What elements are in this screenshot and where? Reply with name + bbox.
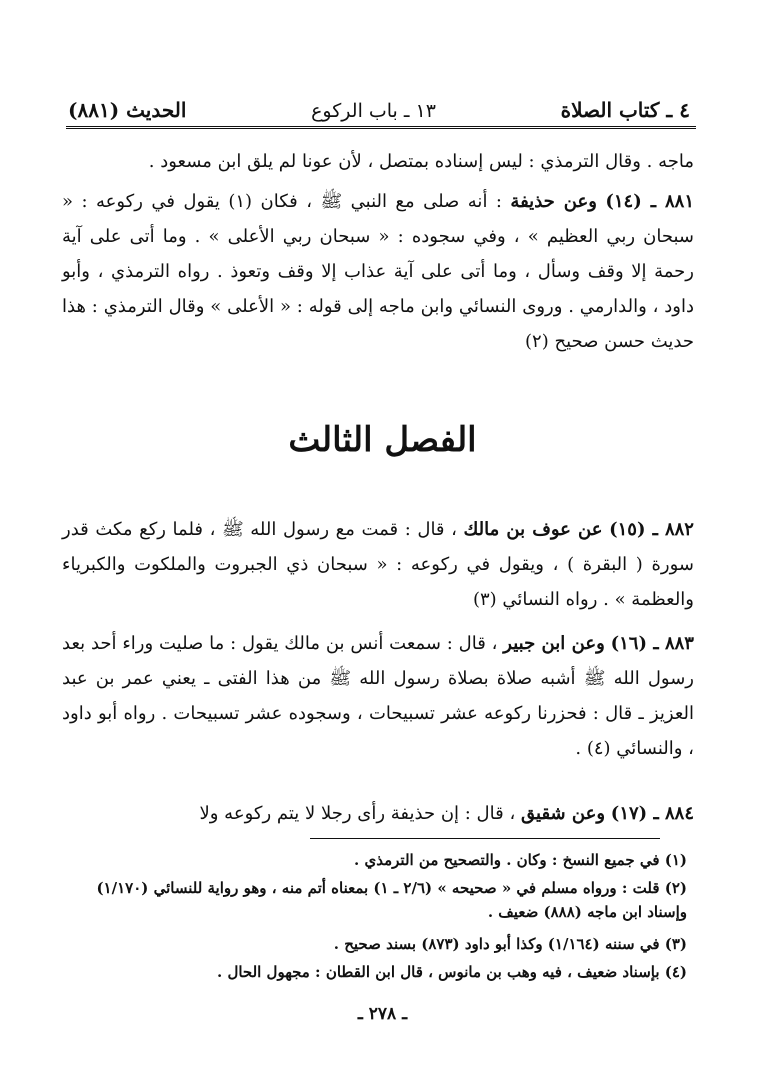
header-divider	[66, 126, 696, 129]
hadith-text: ، قال : إن حذيفة رأى رجلا لا يتم ركوعه ولا	[199, 803, 516, 824]
hadith-text: : أنه صلى مع النبي ﷺ ، فكان (١) يقول في ركوعه : « سبحان ربي العظيم » ، وفي سجوده : « سبحان ربي الأعلى » . وما أتى على آية رحمة إلا وقف وسأل ، وما أتى على آية عذاب إلا وقف وتعوذ . رواه الترمذي ، وأبو داود ، والدارمي . وروى النسائي وابن ماجه إلى قوله : « الأعلى » وقال الترمذي : هذا حديث حسن صحيح (٢)	[62, 191, 694, 352]
hadith-narrator: وعن شقيق	[521, 803, 606, 824]
hadith-narrator: وعن حذيفة	[510, 191, 597, 212]
hadith-text: ، قال : سمعت أنس بن مالك يقول : ما صليت وراء أحد بعد رسول الله ﷺ أشبه صلاة بصلاة رسول الله ﷺ من هذا الفتى ـ يعني عمر بن عبد العزيز ـ قال : فحزرنا ركوعه عشر تسبيحات ، وسجوده عشر تسبيحات . رواه أبو داود ، والنسائي (٤) .	[62, 633, 694, 759]
hadith-number: ٨٨٢ ـ (١٥)	[609, 519, 694, 540]
hadith-884	[62, 796, 694, 831]
hadith-number: ٨٨٤ ـ (١٧)	[610, 803, 694, 824]
hadith-narrator: وعن ابن جبير	[503, 633, 605, 654]
header-hadith-range: الحديث (٨٨١)	[68, 98, 187, 122]
footnote-1: (١) في جميع النسخ : وكان . والتصحيح من الترمذي .	[354, 851, 687, 869]
footnote-2: (٢) قلت : ورواه مسلم في « صحيحه » (٢/٦ ـ ١) بمعناه أتم منه ، وهو رواية للنسائي (١/١٧٠) وإسناد ابن ماجه (٨٨٨) ضعيف .	[96, 879, 687, 921]
header-chapter-title: ١٣ ـ باب الركوع	[311, 100, 436, 122]
hadith-text: ، قال : قمت مع رسول الله ﷺ ، فلما ركع مكث قدر سورة ( البقرة ) ، ويقول في ركوعه : « سبحان ذي الجبروت والملكوت والكبرياء والعظمة » . رواه النسائي (٣)	[62, 519, 694, 610]
footnote-3: (٣) في سننه (١/١٦٤) وكذا أبو داود (٨٧٣) بسند صحيح .	[333, 935, 687, 953]
hadith-narrator: عن عوف بن مالك	[463, 519, 603, 540]
hadith-883	[62, 626, 694, 766]
running-header	[68, 86, 690, 122]
hadith-882	[62, 512, 694, 617]
page-number: ـ ٢٧٨ ـ	[357, 1004, 408, 1024]
top-fragment: ماجه . وقال الترمذي : ليس إسناده بمتصل ، لأن عونا لم يلق ابن مسعود .	[148, 151, 694, 172]
section-title: الفصل الثالث	[288, 420, 477, 460]
hadith-881	[62, 184, 694, 359]
continued-text	[62, 144, 694, 179]
hadith-number: ٨٨٣ ـ (١٦)	[610, 633, 694, 654]
footnote-4: (٤) بإسناد ضعيف ، فيه وهب بن مانوس ، قال ابن القطان : مجهول الحال .	[217, 963, 687, 981]
footnote-divider	[310, 838, 660, 839]
header-book-title: ٤ ـ كتاب الصلاة	[560, 98, 690, 122]
hadith-number: ٨٨١ ـ (١٤)	[605, 191, 694, 212]
